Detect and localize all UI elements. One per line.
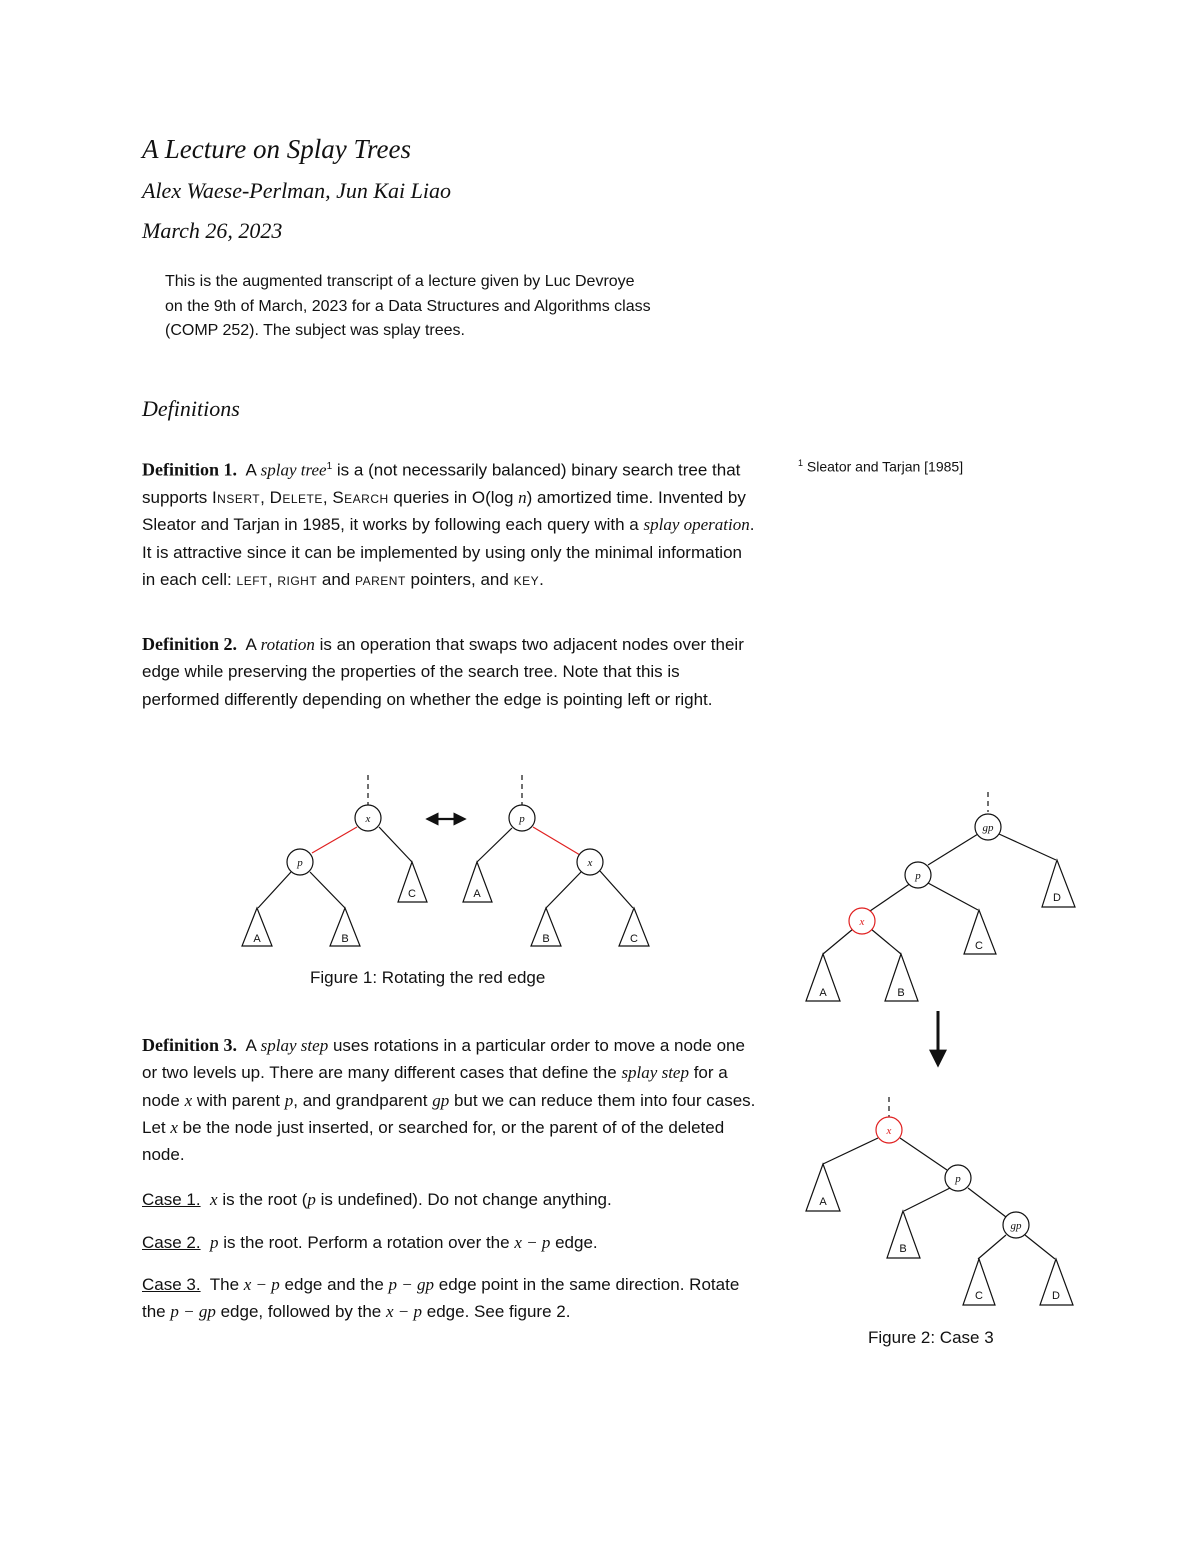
tree-edge bbox=[823, 929, 853, 954]
node-label: p bbox=[519, 813, 525, 825]
text: edge. See figure 2. bbox=[426, 1302, 571, 1322]
subtree-label: C bbox=[630, 933, 638, 945]
field-parent: parent bbox=[355, 569, 406, 589]
figure-2-after bbox=[806, 1097, 1073, 1305]
term: splay operation bbox=[643, 515, 750, 535]
math: p − gp bbox=[170, 1302, 216, 1322]
subtree-label: A bbox=[819, 987, 827, 999]
case-label: Case 2. bbox=[142, 1233, 201, 1252]
case-label: Case 3. bbox=[142, 1275, 201, 1294]
sidenote-mark: 1 bbox=[798, 458, 804, 468]
math: p − gp bbox=[388, 1275, 435, 1294]
term: splay tree bbox=[260, 460, 327, 480]
tree-edge bbox=[904, 1188, 950, 1211]
text: . It is attractive since it can be implemented by using only the minimal information in each cell: bbox=[142, 515, 755, 589]
math: x bbox=[170, 1117, 178, 1137]
sidenote-text: Sleator and Tarjan [1985] bbox=[806, 458, 964, 475]
text: A bbox=[245, 460, 256, 480]
term: splay step bbox=[621, 1063, 689, 1083]
subtree-label: D bbox=[1053, 892, 1061, 904]
node-label: p bbox=[955, 1173, 961, 1185]
subtree-label: A bbox=[473, 888, 481, 900]
math: x bbox=[184, 1090, 193, 1110]
tree-edge bbox=[999, 834, 1056, 860]
text: for a node bbox=[142, 1063, 728, 1110]
definition-1: Definition 1. A splay tree$^1$ is a (not necessarily balanced) binary search tree that supports Insert, Delete, Search queries in O(log n) amortized time. Invented by Sleator and Tarjan in 1985, it works by following each query with a splay operation. It is attractive since it can be implemented by using only the minimal information in each cell: left, right and parent pointers, and key. bbox=[142, 459, 755, 589]
abstract-line: on the 9th of March, 2023 for a Data Structures and Algorithms class bbox=[165, 297, 651, 315]
tree-edge bbox=[258, 872, 291, 908]
subtree-label: B bbox=[341, 933, 349, 945]
abstract-line: This is the augmented transcript of a lecture given by Luc Devroye bbox=[165, 273, 635, 290]
subtree-label: A bbox=[253, 933, 261, 945]
tree-edge bbox=[1025, 1235, 1055, 1259]
definition-label: Definition 3. bbox=[142, 1035, 238, 1055]
text: and bbox=[321, 569, 351, 589]
text: be the node just inserted, or searched for, or the parent of of the deleted node. bbox=[142, 1117, 725, 1165]
node-label: p bbox=[915, 870, 921, 882]
text: with parent bbox=[196, 1090, 281, 1110]
field-key: key bbox=[513, 569, 540, 589]
tree-edge bbox=[928, 834, 978, 865]
text: is undefined). Do not change anything. bbox=[320, 1190, 612, 1209]
math: n bbox=[518, 487, 527, 507]
text: A bbox=[245, 635, 256, 654]
tree-edge bbox=[379, 827, 412, 862]
tree-edge bbox=[546, 871, 582, 908]
math: p bbox=[307, 1190, 316, 1209]
math: p bbox=[210, 1233, 219, 1252]
text: pointers, and bbox=[410, 569, 509, 589]
node-label: x bbox=[587, 857, 593, 869]
node-label: gp bbox=[982, 822, 994, 834]
text: queries in O(log bbox=[393, 487, 514, 507]
field-right: right bbox=[277, 569, 318, 589]
subtree-label: D bbox=[1052, 1290, 1060, 1302]
tree-edge bbox=[477, 828, 512, 862]
text: is a (not necessarily balanced) binary search tree that supports bbox=[142, 460, 741, 507]
field-left: left bbox=[236, 569, 268, 589]
subtree-label: C bbox=[975, 940, 983, 952]
op-search: Search bbox=[332, 487, 389, 507]
text: . bbox=[539, 569, 544, 589]
math: p bbox=[284, 1090, 294, 1110]
text: edge, followed by the bbox=[220, 1302, 382, 1322]
math: x bbox=[210, 1190, 218, 1209]
subtree-label: C bbox=[408, 888, 416, 900]
paper-title: A Lecture on Splay Trees bbox=[142, 134, 411, 164]
red-edge bbox=[533, 827, 580, 855]
case-label: Case 1. bbox=[142, 1190, 201, 1209]
text: uses rotations in a particular order to move a node one or two levels up. There are many different cases that define the bbox=[142, 1036, 745, 1083]
tree-edge bbox=[978, 1235, 1006, 1259]
figure-1-caption: Figure 1: Rotating the red edge bbox=[310, 968, 546, 987]
tree-edge bbox=[871, 929, 901, 954]
node-label: p bbox=[297, 857, 303, 869]
op-insert: Insert bbox=[211, 487, 261, 507]
tree-edge bbox=[823, 1138, 878, 1164]
subtree-label: A bbox=[819, 1196, 827, 1208]
definition-label: Definition 1. bbox=[142, 459, 238, 480]
math: gp bbox=[432, 1090, 450, 1110]
node-label: x bbox=[886, 1125, 892, 1137]
tree-edge bbox=[968, 1188, 1006, 1217]
math: x − p bbox=[386, 1302, 423, 1322]
text: edge and the bbox=[284, 1275, 384, 1294]
subtree-label: B bbox=[897, 987, 905, 999]
text: A bbox=[245, 1036, 256, 1055]
text: is an operation that swaps two adjacent nodes over their edge while preserving the properties of the search tree. Note that this is performed differently depending on whether the edge is pointing left or right. bbox=[142, 635, 744, 709]
footnote-mark: 1 bbox=[326, 461, 333, 472]
paper-date: March 26, 2023 bbox=[142, 218, 283, 243]
term: splay step bbox=[260, 1036, 329, 1055]
tree-edge bbox=[310, 872, 345, 908]
figure-2-caption: Figure 2: Case 3 bbox=[868, 1328, 994, 1347]
abstract-line: (COMP 252). The subject was splay trees. bbox=[165, 322, 465, 339]
figure-2-before bbox=[806, 792, 1075, 1001]
tree-edge bbox=[600, 871, 633, 908]
node-label: x bbox=[365, 813, 371, 825]
text: The bbox=[209, 1275, 240, 1294]
tree-edge bbox=[928, 883, 978, 910]
node-label: x bbox=[859, 916, 865, 928]
tree-edge bbox=[870, 883, 911, 911]
red-edge bbox=[312, 827, 357, 853]
text: is the root. Perform a rotation over the bbox=[223, 1233, 510, 1252]
section-heading: Definitions bbox=[142, 396, 240, 421]
text: ) amortized time. Invented by Sleator and Tarjan in 1985, it works by following each query with a bbox=[142, 487, 746, 535]
text: , and grandparent bbox=[293, 1090, 428, 1110]
node-label: gp bbox=[1010, 1220, 1022, 1232]
text: is the root ( bbox=[222, 1190, 308, 1209]
op-delete: Delete bbox=[269, 487, 323, 507]
definition-label: Definition 2. bbox=[142, 634, 238, 654]
term: rotation bbox=[260, 635, 315, 654]
tree-edge bbox=[900, 1138, 947, 1170]
paper-authors: Alex Waese-Perlman, Jun Kai Liao bbox=[142, 178, 451, 203]
math: x − p bbox=[243, 1275, 280, 1294]
text: edge. bbox=[555, 1233, 598, 1252]
text: but we can reduce them into four cases. Let bbox=[142, 1090, 756, 1137]
subtree-label: B bbox=[899, 1243, 907, 1255]
subtree-label: C bbox=[975, 1290, 983, 1302]
subtree-label: B bbox=[542, 933, 550, 945]
math: x − p bbox=[514, 1233, 551, 1252]
text: edge point in the same direction. Rotate the bbox=[142, 1275, 740, 1322]
